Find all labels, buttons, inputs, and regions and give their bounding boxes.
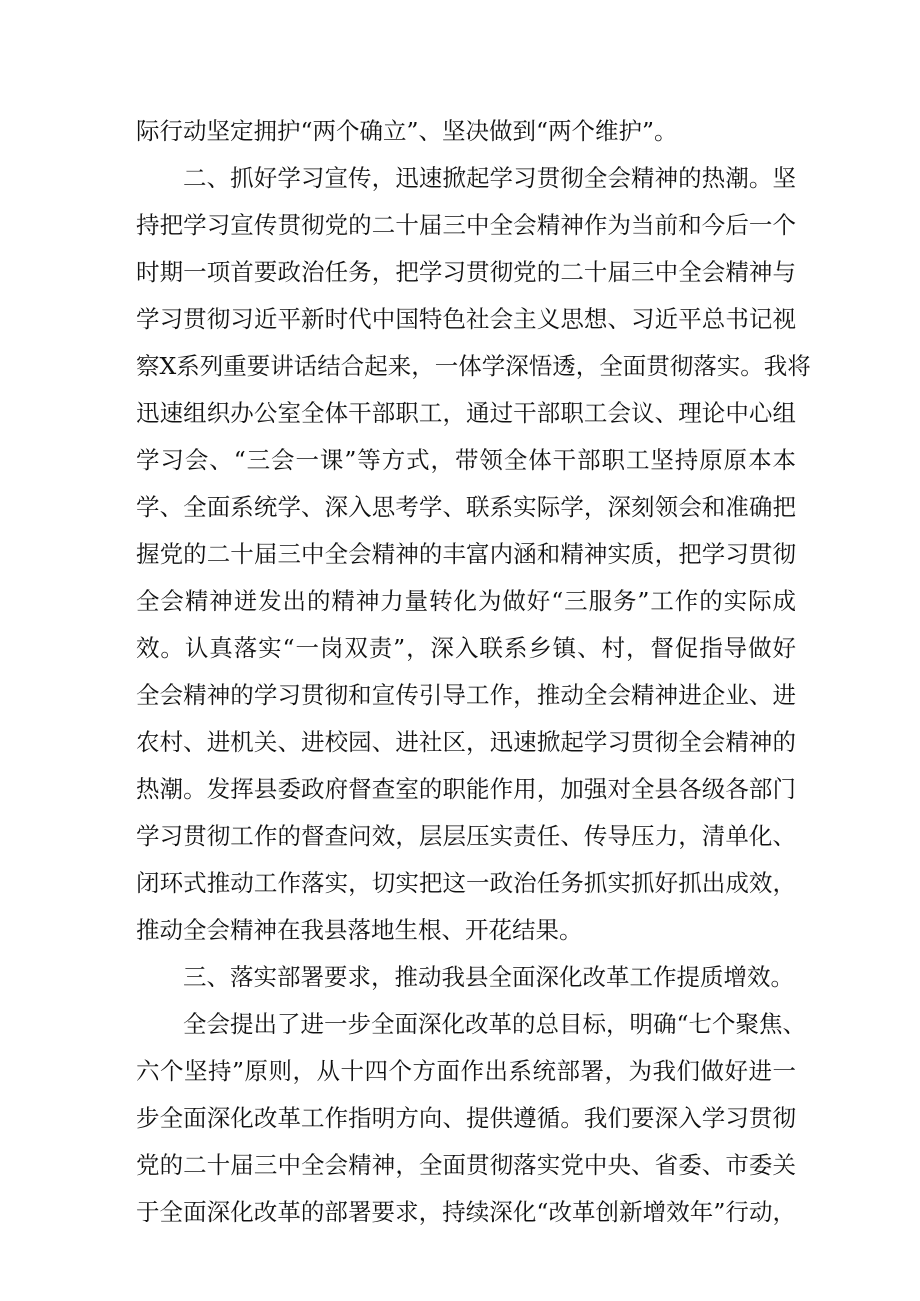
text-line: 于全面深化改革的部署要求，持续深化“改革创新增效年”行动， xyxy=(136,1198,796,1226)
section-heading-3: 三、落实部署要求，推动我县全面深化改革工作提质增效。 xyxy=(183,963,794,991)
text-line: 全会精神迸发出的精神力量转化为做好“三服务”工作的实际成 xyxy=(136,587,796,615)
text-line: 闭环式推动工作落实，切实把这一政治任务抓实抓好抓出成效， xyxy=(136,869,796,897)
section-heading-2: 二、抓好学习宣传，迅速掀起学习贯彻全会精神的热潮。坚 xyxy=(183,164,796,192)
text-line: 党的二十届三中全会精神，全面贯彻落实党中央、省委、市委关 xyxy=(136,1151,796,1179)
text-line: 全会精神的学习贯彻和宣传引导工作，推动全会精神进企业、进 xyxy=(136,681,796,709)
text-line: 持把学习宣传贯彻党的二十届三中全会精神作为当前和今后一个 xyxy=(136,211,796,239)
text-line: 学习会、“三会一课”等方式，带领全体干部职工坚持原原本本 xyxy=(136,446,796,474)
text-line: 推动全会精神在我县落地生根、开花结果。 xyxy=(136,916,583,944)
text-line: 学、全面系统学、深入思考学、联系实际学，深刻领会和准确把 xyxy=(136,493,796,521)
text-line: 效。认真落实“一岗双责”，深入联系乡镇、村，督促指导做好 xyxy=(136,634,796,662)
text-line: 察X系列重要讲话结合起来，一体学深悟透，全面贯彻落实。我将 xyxy=(136,352,811,380)
text-line: 学习贯彻习近平新时代中国特色社会主义思想、习近平总书记视 xyxy=(136,305,796,333)
text-line: 农村、进机关、进校园、进社区，迅速掀起学习贯彻全会精神的 xyxy=(136,728,796,756)
text-line: 握党的二十届三中全会精神的丰富内涵和精神实质，把学习贯彻 xyxy=(136,540,796,568)
text-line: 六个坚持”原则，从十四个方面作出系统部署，为我们做好进一 xyxy=(136,1057,796,1085)
text-line: 际行动坚定拥护“两个确立”、坚决做到“两个维护”。 xyxy=(136,117,678,145)
text-line: 步全面深化改革工作指明方向、提供遵循。我们要深入学习贯彻 xyxy=(136,1104,796,1132)
text-line: 热潮。发挥县委政府督查室的职能作用，加强对全县各级各部门 xyxy=(136,775,796,803)
text-line: 时期一项首要政治任务，把学习贯彻党的二十届三中全会精神与 xyxy=(136,258,796,286)
body-text xyxy=(136,108,811,1236)
text-line: 全会提出了进一步全面深化改革的总目标，明确“七个聚焦、 xyxy=(183,1010,807,1038)
text-line: 学习贯彻工作的督查问效，层层压实责任、传导压力，清单化、 xyxy=(136,822,796,850)
text-line: 迅速组织办公室全体干部职工，通过干部职工会议、理论中心组 xyxy=(136,399,796,427)
